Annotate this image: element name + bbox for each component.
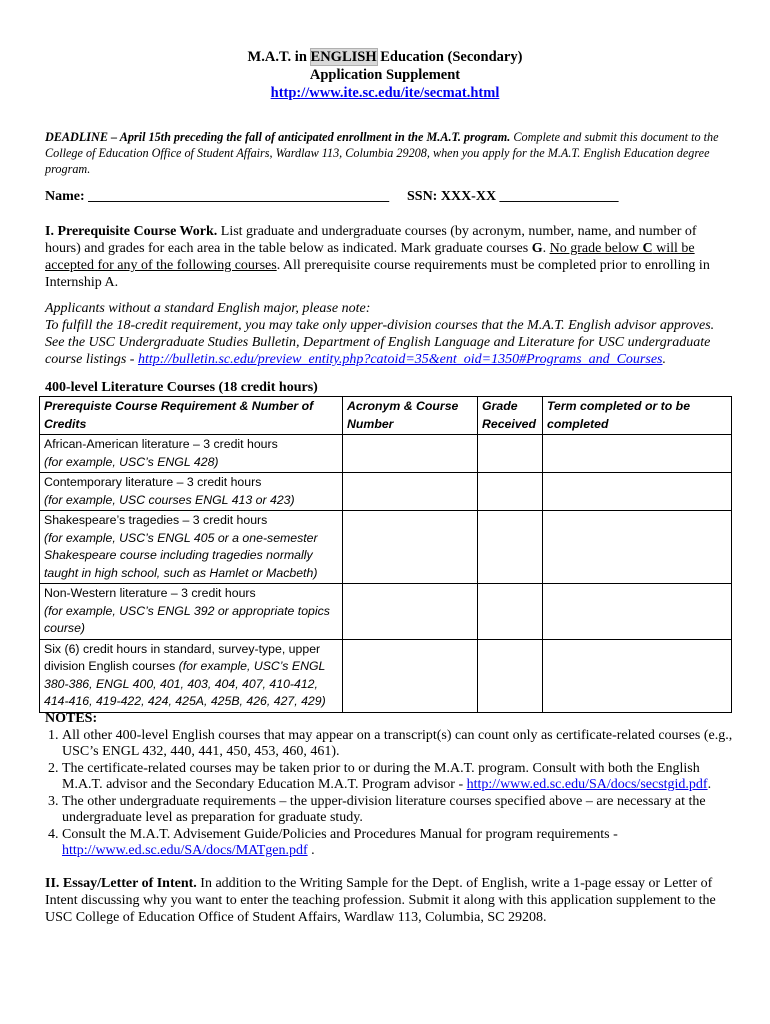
header-url-link[interactable]: http://www.ite.sc.edu/ite/secmat.html	[270, 85, 500, 101]
underline-text: No grade below	[549, 241, 643, 256]
secstgid-link[interactable]: http://www.ed.sc.edu/SA/docs/secstgid.pdf	[466, 777, 708, 792]
grade-cell[interactable]	[478, 511, 543, 584]
table-row	[40, 511, 732, 584]
example-text: (for example, USC’s ENGL 380-386, ENGL 400, 401, 403, 404, 407, 410-412, 414-416, 419-422, 424, 425A, 425B, 426, 427, 429)	[44, 659, 326, 708]
header-acronym: Acronym & Course Number	[343, 397, 478, 435]
underline-text: will be accepted for any of the following courses	[45, 241, 695, 273]
section2-text: In addition to the Writing Sample for the Dept. of English, write a 1-page essay or Letter of Intent discussing why you want to enter the teaching profession. Submit it along with this application supplement to the USC College of Education Office of Student Affairs, Wardlaw 113, Columbia, SC 29208.	[45, 876, 716, 925]
term-cell[interactable]	[543, 639, 732, 712]
grade-cell[interactable]	[478, 639, 543, 712]
note-end: .	[662, 352, 666, 367]
acronym-cell[interactable]	[343, 473, 478, 511]
notes-section	[45, 711, 735, 860]
grade-cell[interactable]	[478, 435, 543, 473]
grad-mark: G	[531, 241, 543, 256]
note-text: All other 400-level English courses that may appear on a transcript(s) can count only as certificate-related courses (e.g., USC’s ENGL 432, 440, 441, 450, 453, 460, 461).	[62, 727, 733, 759]
term-cell[interactable]	[543, 473, 732, 511]
note-item	[62, 794, 735, 827]
example-text: (for example, USC courses ENGL 413 or 423)	[44, 492, 295, 507]
course-table	[39, 396, 732, 713]
header-requirement: Prerequiste Course Requirement & Number of Credits	[40, 397, 343, 435]
requirement-text: African-American literature – 3 credit hours	[44, 437, 278, 451]
note-line1: Applicants without a standard English major, please note:	[45, 301, 371, 316]
note-line2: To fulfill the 18-credit requirement, you may take only upper-division courses that the M.A.T. English advisor approves. See the USC Undergraduate Studies Bulletin, Department of English Language and Literature for USC undergraduate course listings -	[45, 318, 715, 367]
bulletin-link[interactable]: http://bulletin.sc.edu/preview_entity.php?catoid=35&ent_oid=1350#Programs_and_Courses	[137, 352, 663, 367]
section-prerequisite	[45, 223, 735, 291]
requirement-cell	[40, 473, 343, 511]
acronym-cell[interactable]	[343, 584, 478, 640]
page-title	[0, 48, 770, 66]
note-end: .	[707, 777, 712, 792]
requirement-text: Six (6) credit hours in standard, survey-type, upper division English courses	[44, 641, 321, 673]
header-term: Term completed or to be completed	[543, 397, 732, 435]
page-subtitle: Application Supplement	[309, 67, 461, 83]
requirement-cell	[40, 435, 343, 473]
note-text: The other undergraduate requirements – the upper-division literature courses specified above – are necessary at the undergraduate level as preparation for graduate study.	[62, 793, 706, 825]
requirement-cell	[40, 584, 343, 640]
section1-text: List graduate and undergraduate courses (by acronym, number, name, and number of hours) and grades for each area in the table below as indicated. Mark graduate courses	[45, 224, 697, 256]
table-row	[40, 435, 732, 473]
acronym-cell[interactable]	[343, 511, 478, 584]
table-row	[40, 473, 732, 511]
header-grade: Grade Received	[478, 397, 543, 435]
requirement-cell	[40, 511, 343, 584]
requirement-text: Shakespeare’s tragedies – 3 credit hours	[44, 513, 268, 527]
requirement-text: Contemporary literature – 3 credit hours	[44, 475, 262, 489]
deadline-paragraph	[45, 129, 735, 177]
table-header-row	[40, 397, 732, 435]
grade-cell[interactable]	[478, 473, 543, 511]
note-item	[62, 761, 735, 794]
table-title: 400-level Literature Courses (18 credit hours)	[45, 380, 318, 395]
section1-heading: I. Prerequisite Course Work.	[45, 224, 218, 239]
name-ssn-row	[45, 189, 735, 205]
requirement-cell	[40, 639, 343, 712]
section2-heading: II. Essay/Letter of Intent.	[45, 876, 197, 891]
note-end: .	[307, 843, 315, 858]
deadline-rest: Complete and submit this document to the College of Education Office of Student Affairs, Wardlaw 113, Columbia 29208, when you apply for the M.A.T. English Education degree program.	[45, 130, 719, 176]
note-text: The certificate-related courses may be taken prior to or during the M.A.T. program. Consult with both the English M.A.T. advisor and the Secondary Education M.A.T. Program advisor -	[62, 760, 700, 792]
title-prefix: M.A.T. in	[247, 49, 311, 65]
notes-list	[45, 728, 735, 860]
section1-text: . All prerequisite course requirements must be completed prior to enrolling in Internship A.	[45, 258, 710, 290]
header-url-row	[0, 84, 770, 102]
name-field[interactable]: Name: ___________________________________________	[45, 189, 390, 204]
term-cell[interactable]	[543, 435, 732, 473]
term-cell[interactable]	[543, 584, 732, 640]
note-item	[62, 728, 735, 761]
notes-heading: NOTES:	[45, 711, 98, 726]
table-row	[40, 584, 732, 640]
acronym-cell[interactable]	[343, 435, 478, 473]
section1-text: .	[542, 241, 550, 256]
grade-c: C	[642, 241, 653, 256]
example-text: (for example, USC’s ENGL 428)	[44, 454, 219, 469]
note-text: Consult the M.A.T. Advisement Guide/Policies and Procedures Manual for program requirements -	[62, 826, 618, 842]
acronym-cell[interactable]	[343, 639, 478, 712]
example-text: (for example, USC’s ENGL 392 or appropriate topics course)	[44, 603, 330, 635]
deadline-bold: DEADLINE – April 15th preceding the fall of anticipated enrollment in the M.A.T. program.	[45, 130, 511, 144]
table-row	[40, 639, 732, 712]
section-essay	[45, 875, 735, 926]
example-text: (for example, USC’s ENGL 405 or a one-semester Shakespeare course including tragedies normally taught in high school, such as Hamlet or Macbeth)	[44, 530, 318, 580]
ssn-field[interactable]: SSN: XXX-XX _________________	[407, 189, 619, 204]
note-item	[62, 827, 735, 860]
applicant-note	[45, 300, 735, 368]
title-highlight: ENGLISH	[310, 49, 377, 65]
title-suffix: Education (Secondary)	[376, 49, 523, 65]
matgen-link[interactable]: http://www.ed.sc.edu/SA/docs/MATgen.pdf	[62, 843, 308, 858]
term-cell[interactable]	[543, 511, 732, 584]
requirement-text: Non-Western literature – 3 credit hours	[44, 586, 256, 600]
grade-cell[interactable]	[478, 584, 543, 640]
